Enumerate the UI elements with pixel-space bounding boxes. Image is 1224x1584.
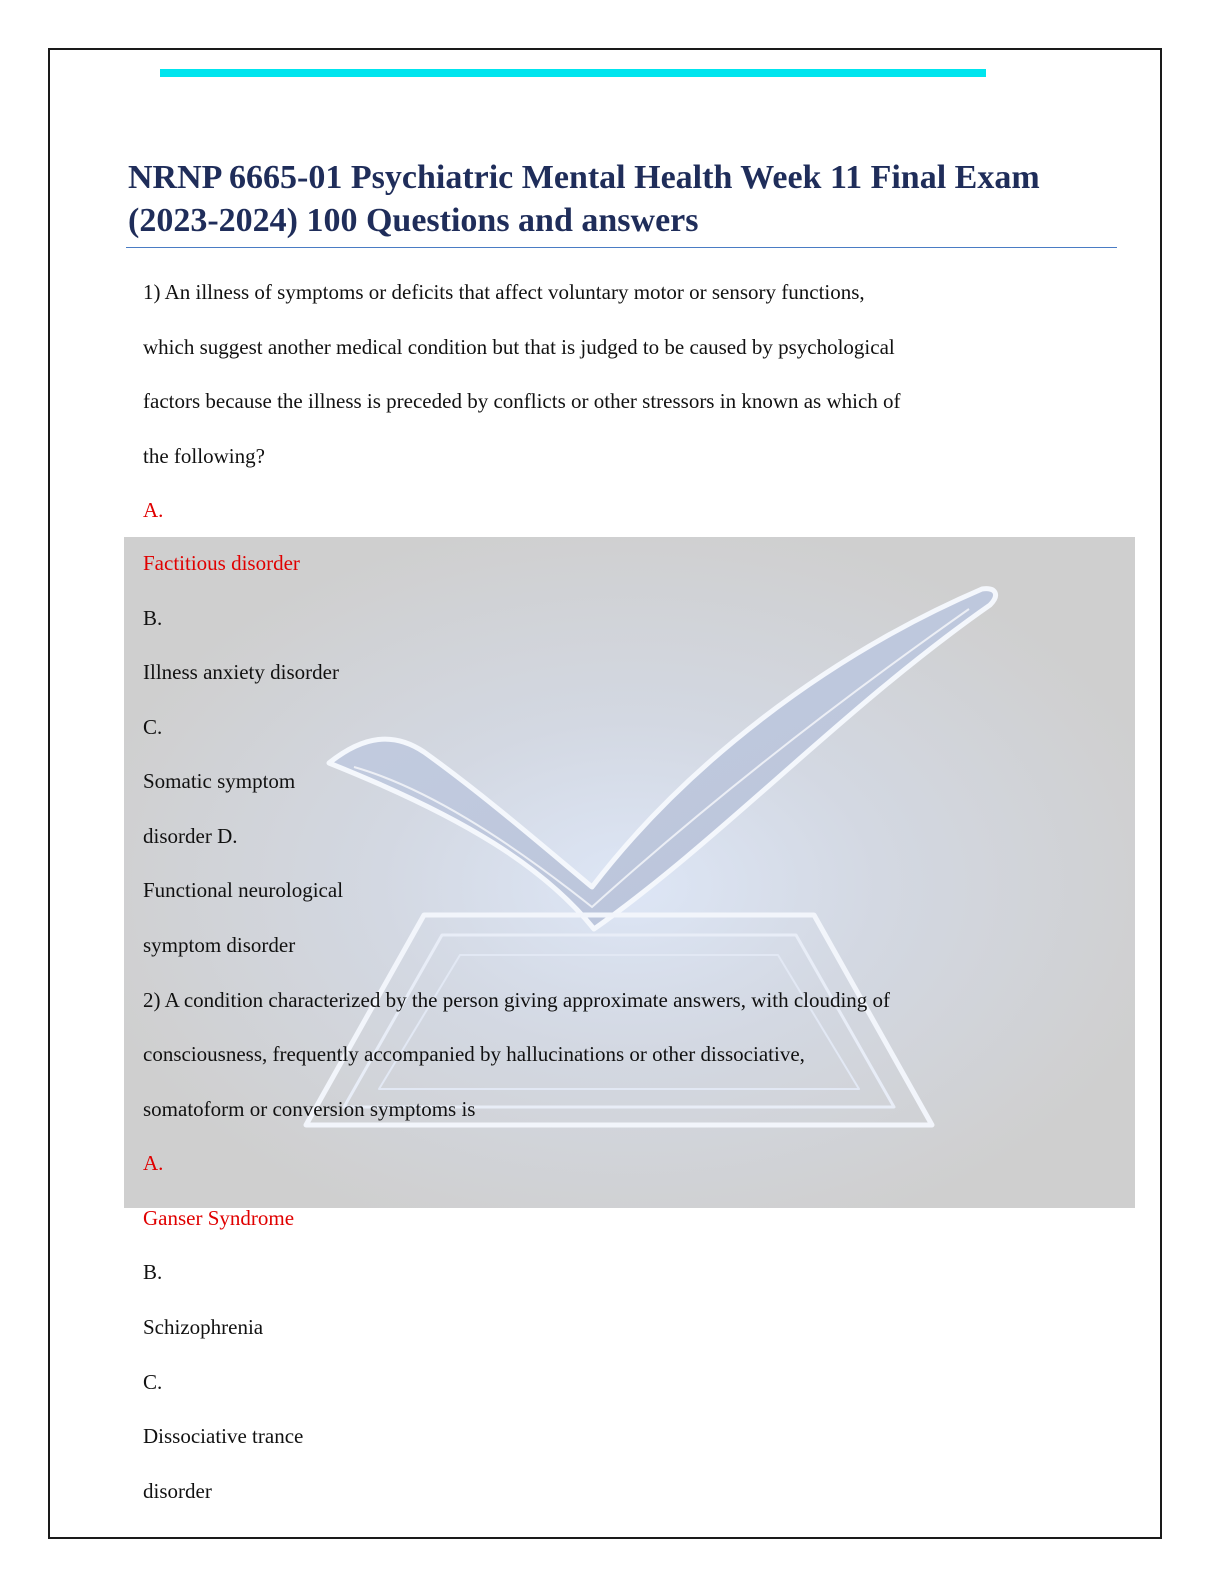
question-1-line-2: which suggest another medical condition but that is judged to be caused by psychological — [143, 335, 895, 359]
q2-option-a-letter: A. — [143, 1151, 164, 1175]
q2-option-b-text: Schizophrenia — [143, 1315, 264, 1339]
q2-option-b-letter: B. — [143, 1260, 163, 1284]
q1-option-c-text: Somatic symptom — [143, 769, 296, 793]
q1-option-a-letter: A. — [143, 498, 164, 522]
q1-option-c-text-cont: disorder D. — [143, 824, 238, 848]
title-line-2: (2023-2024) 100 Questions and answers — [128, 202, 699, 239]
q1-option-d-text: Functional neurological — [143, 878, 344, 902]
q1-option-b-text: Illness anxiety disorder — [143, 660, 339, 684]
q2-option-a-text: Ganser Syndrome — [143, 1206, 295, 1230]
document-title — [128, 156, 1128, 242]
question-2-line-2: consciousness, frequently accompanied by hallucinations or other dissociative, — [143, 1042, 805, 1066]
question-2-line-1: 2) A condition characterized by the person giving approximate answers, with clouding of — [143, 988, 891, 1012]
q2-option-c-text: Dissociative trance — [143, 1424, 304, 1448]
q1-option-c-letter: C. — [143, 715, 163, 739]
q1-option-a-text: Factitious disorder — [143, 551, 300, 575]
q2-option-c-text-cont: disorder — [143, 1479, 212, 1503]
accent-bar — [160, 69, 986, 77]
title-line-1: NRNP 6665-01 Psychiatric Mental Health Week 11 Final Exam — [128, 159, 1040, 196]
q2-option-c-letter: C. — [143, 1370, 163, 1394]
question-1-line-1: 1) An illness of symptoms or deficits that affect voluntary motor or sensory functions, — [143, 280, 865, 304]
q1-option-d-text-cont: symptom disorder — [143, 933, 296, 957]
question-1-line-4: the following? — [143, 444, 265, 468]
q1-option-b-letter: B. — [143, 606, 163, 630]
question-1-line-3: factors because the illness is preceded by conflicts or other stressors in known as which of — [143, 389, 901, 413]
question-2-line-3: somatoform or conversion symptoms is — [143, 1097, 476, 1121]
title-underline — [126, 247, 1117, 248]
